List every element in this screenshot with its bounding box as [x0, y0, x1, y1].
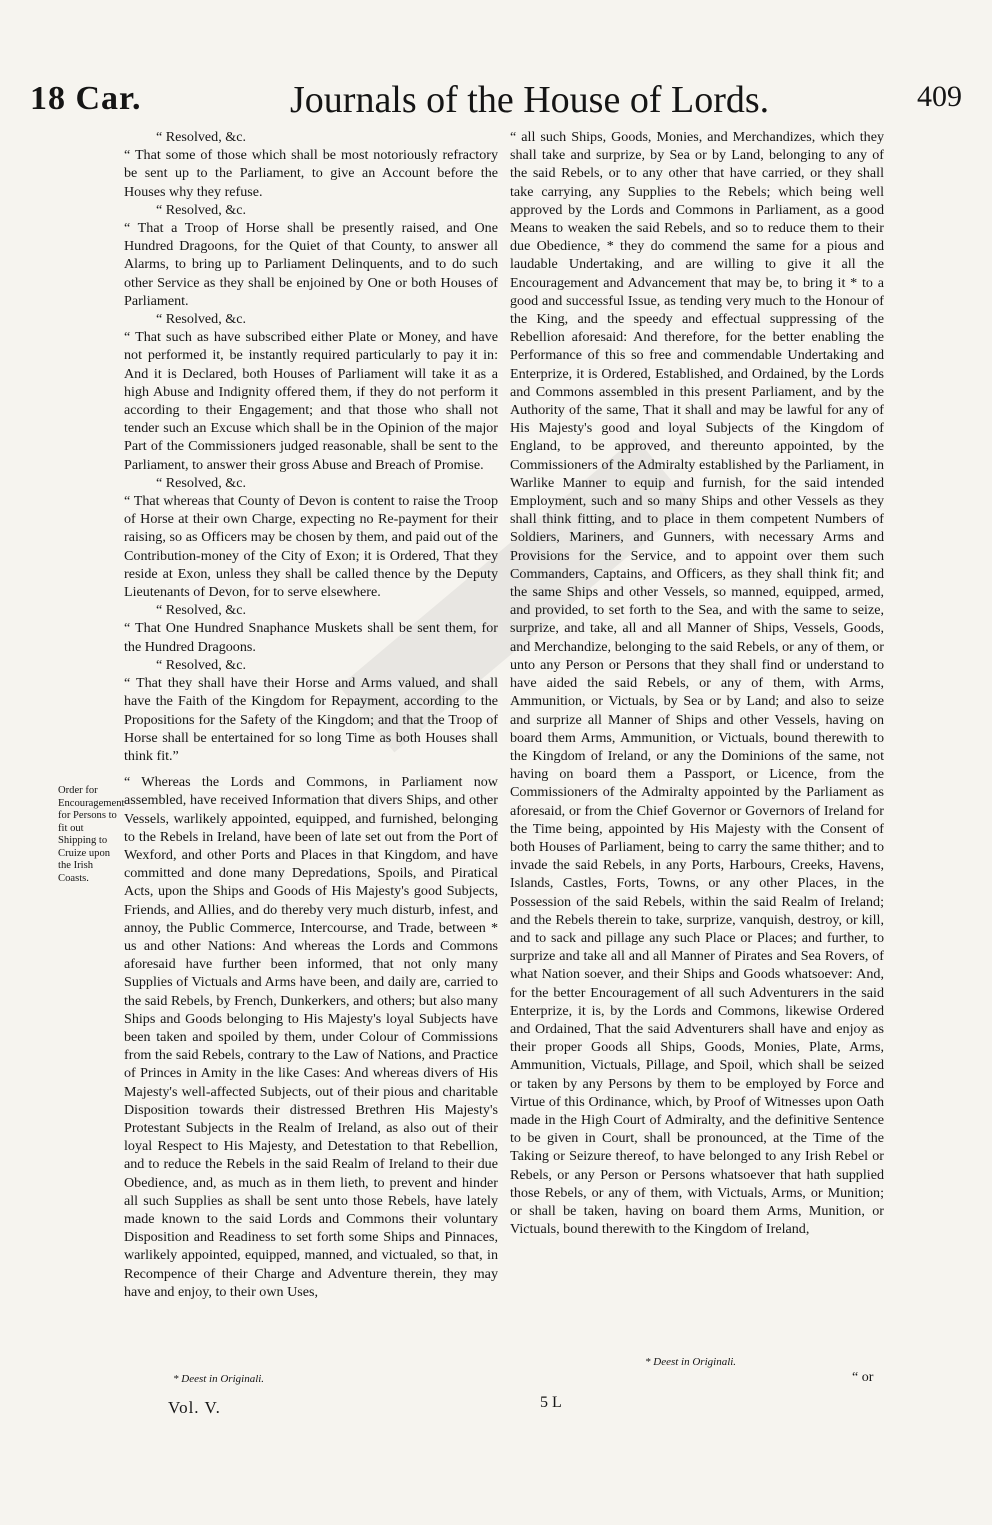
catchword: “ or — [852, 1370, 874, 1385]
page-number: 409 — [917, 80, 962, 113]
paragraph: “ Resolved, &c. — [156, 474, 247, 491]
paragraph: “ Resolved, &c. — [156, 602, 247, 619]
volume-label: Vol. V. — [168, 1398, 221, 1417]
paragraph: “ That they shall have their Horse and Arms valued, and shall have the Faith of the Kingdom for Repayment, according to the Propositions for the Safety of the Kingdom; and that the Troop of Horse shall be entertained for so long Time as both Houses shall think fit.” — [124, 675, 498, 764]
running-header — [0, 72, 992, 122]
paragraph: “ Resolved, &c. — [156, 129, 247, 145]
paragraph: “ That whereas that County of Devon is content to raise the Troop of Horse at their own Charge, expecting no Re-payment for their raising, so as Officers may be chosen by them, and paid out of the Contribution-money of the City of Exon; it is Ordered, That they reside at Exon, unless they shall be called thence by the Deputy Lieutenants of Devon, for to serve elsewhere. — [124, 493, 498, 601]
footnote-right: * Deest in Originali. — [645, 1356, 737, 1368]
footnote-left: * Deest in Originali. — [173, 1373, 265, 1385]
paragraph: “ That such as have subscribed either Plate or Money, and have not performed it, be instantly required particularly to pay it in: And it is Declared, both Houses of Parliament will take it as a high Abuse and Indignity offered them, if they do not perform it according to their Engagement; and that those who shall not tender such an Excuse which shall be in the Opinion of the major Part of the Commissioners judged reasonable, shall be sent to the Parliament, to answer their gross Abuse and Breach of Promise. — [124, 329, 498, 473]
paragraph: “ Resolved, &c. — [156, 656, 247, 673]
left-column — [124, 128, 498, 1301]
paragraph: “ Resolved, &c. — [156, 201, 247, 218]
right-column — [510, 128, 884, 1238]
paragraph: “ all such Ships, Goods, Monies, and Merchandizes, which they shall take and surprize, by Sea or by Land, belonging to any of the said Rebels, or to any other that have carried, or they shall take carrying, any Supplies to the Rebels; which being well approved by the Lords and Commons in Parliament, as a good Means to weaken the said Rebels, and so to reduce them to their due Obedience, * they do commend the same for a pious and laudable Undertaking, and are willing to give it all the Encouragement and Advancement that may be, to bring it * to a good and successful Issue, as tending very much to the Honour of the King, and the speedy and effectual suppressing of the Rebellion aforesaid: And therefore, for the better enabling the Performance of this so free and commendable Undertaking and Enterprize, it is Ordered, Established, and Ordained, by the Lords and Commons assembled in this present Parliament, and by the Authority of the same, That it shall and may be lawful for any of His Majesty's good and loyal Subjects of the Kingdom of England, to be approved, and thereunto appointed, by the Commissioners of the Admiralty established by the Parliament, in Warlike Manner to equip and furnish, for the said intended Employment, such and so many Ships and other Vessels as they shall think fitting, and to place in them competent Numbers of Soldiers, Mariners, and Gunners, with necessary Arms and Provisions for the Service, and to appoint over them such Commanders, Captains, and Officers, as they shall think fit; and the same Ships and other Vessels, so manned, equipped, armed, and provided, to set forth to the Sea, and with the same to seize, surprize, and take, all and all Manner of Ships, Vessels, Goods, and Merchandize, belonging to the said Rebels, or any of them, or unto any Person or Persons that they shall find or understand to have aided the said Rebels, or any of them, with Arms, Ammunition, or Victuals, by Sea or by Land; and also to seize and surprize all Manner of Ships and other Vessels, having on board them Arms, Ammunition, or Victuals, bound therewith to the Kingdom of Ireland, or any the Dominions of the same, not having on board them a Passport, or Licence, from the Commissioners of the Admiralty appointed by the Parliament as aforesaid, or from the Chief Governor or Governors of Ireland for the Time being, appointed by His Majesty with the Consent of both Houses of Parliament, being to carry the same thither; and to invade the said Rebels, in any Ports, Harbours, Creeks, Havens, Islands, Castles, Forts, Towns, or any other Places, in the Possession of the said Rebels, within the said Realm of Ireland; and the Rebels therein to take, surprize, vanquish, destroy, or kill, and to sack and pillage any such Place or Places; and further, to surprize and take all and all Manner of Pirates and Sea Rovers, of what Nation soever, and their Ships and Goods whatsoever: And, for the better Encouragement of all such Adventurers in the said Enterprize, it is, by the Lords and Commons, likewise Ordered and Ordained, That the said Adventurers shall have and enjoy as their proper Goods all Ships, Goods, Monies, Plate, Arms, Ammunition, Victuals, Pillage, and Spoil, which shall be seized or taken by any Persons by them to be employed by Force and Virtue of this Ordinance, which, by Proof of Witnesses upon Oath made in the High Court of Admiralty, and the definitive Sentence to be given in Court, shall be pronounced, at the Time of the Taking or Seizure thereof, to have belonged to any Irish Rebel or Rebels, or any Person or Persons whatsoever that hath supplied those Rebels, or any of them, with Victuals, Arms, or Munition; or shall be taken, having on board them Arms, Munition, or Victuals, bound therewith to the Kingdom of Ireland, — [510, 129, 884, 1238]
header-title: Journals of the House of Lords. — [290, 79, 770, 121]
paragraph: “ Whereas the Lords and Commons, in Parliament now assembled, have received Information that divers Ships, and other Vessels, warlikely appointed, equipped, and furnished, belonging to the Rebels in Ireland, have been of late set out from the Port of Wexford, and other Ports and Places in that Kingdom, and have committed and done many Depredations, Spoils, and Piratical Acts, upon the Ships and Goods of His Majesty's good Subjects, Friends, and Allies, and do thereby very much disturb, infest, and annoy, the Public Commerce, Intercourse, and Trade, between * us and other Nations: And whereas the Lords and Commons aforesaid have further been informed, that not only many Supplies of Victuals and Arms have been, and daily are, carried to the said Rebels, by French, Dunkerkers, and others; but also many Ships and Goods belonging to His Majesty's loyal Subjects have been taken and spoiled by them, under Colour of Commissions from the said Rebels, contrary to the Law of Nations, and Practice of Princes in Amity in the like Cases: And whereas divers of His Majesty's well-affected Subjects, out of their pious and charitable Disposition towards their distressed Brethren His Majesty's Protestant Subjects in the Realm of Ireland, as also out of their loyal Respect to His Majesty, and Detestation to that Rebellion, and to reduce the Rebels in the said Realm of Ireland to their due Obedience, and, as much as in them lieth, to prevent and hinder all such Supplies as shall be sent unto those Rebels, have lately made known to the said Lords and Commons their voluntary Disposition and Readiness to set forth some Ships and Pinnaces, warlikely appointed, equipped, manned, and victualed, so that, in Recompence of their Charge and Adventure therein, they may have and enjoy, to their own Uses, — [124, 774, 498, 1300]
paragraph: “ That some of those which shall be most notoriously refractory be sent up to the Parliament, to give an Account before the Houses why they refuse. — [124, 147, 498, 200]
header-regnal-year: 18 Car. — [30, 80, 142, 117]
paragraph: “ Resolved, &c. — [156, 311, 247, 328]
paragraph: “ That One Hundred Snaphance Muskets shall be sent them, for the Hundred Dragoons. — [124, 620, 498, 655]
signature-mark: 5 L — [540, 1394, 562, 1411]
paragraph: “ That a Troop of Horse shall be presently raised, and One Hundred Dragoons, for the Quiet of that County, to answer all Alarms, to bring up to Parliament Delinquents, and to do such other Service as they shall be enjoined by One or both Houses of Parliament. — [124, 220, 498, 309]
margin-note: Order for Encouragement for Persons to fit out Shipping to Cruize upon the Irish Coasts. — [58, 785, 125, 884]
